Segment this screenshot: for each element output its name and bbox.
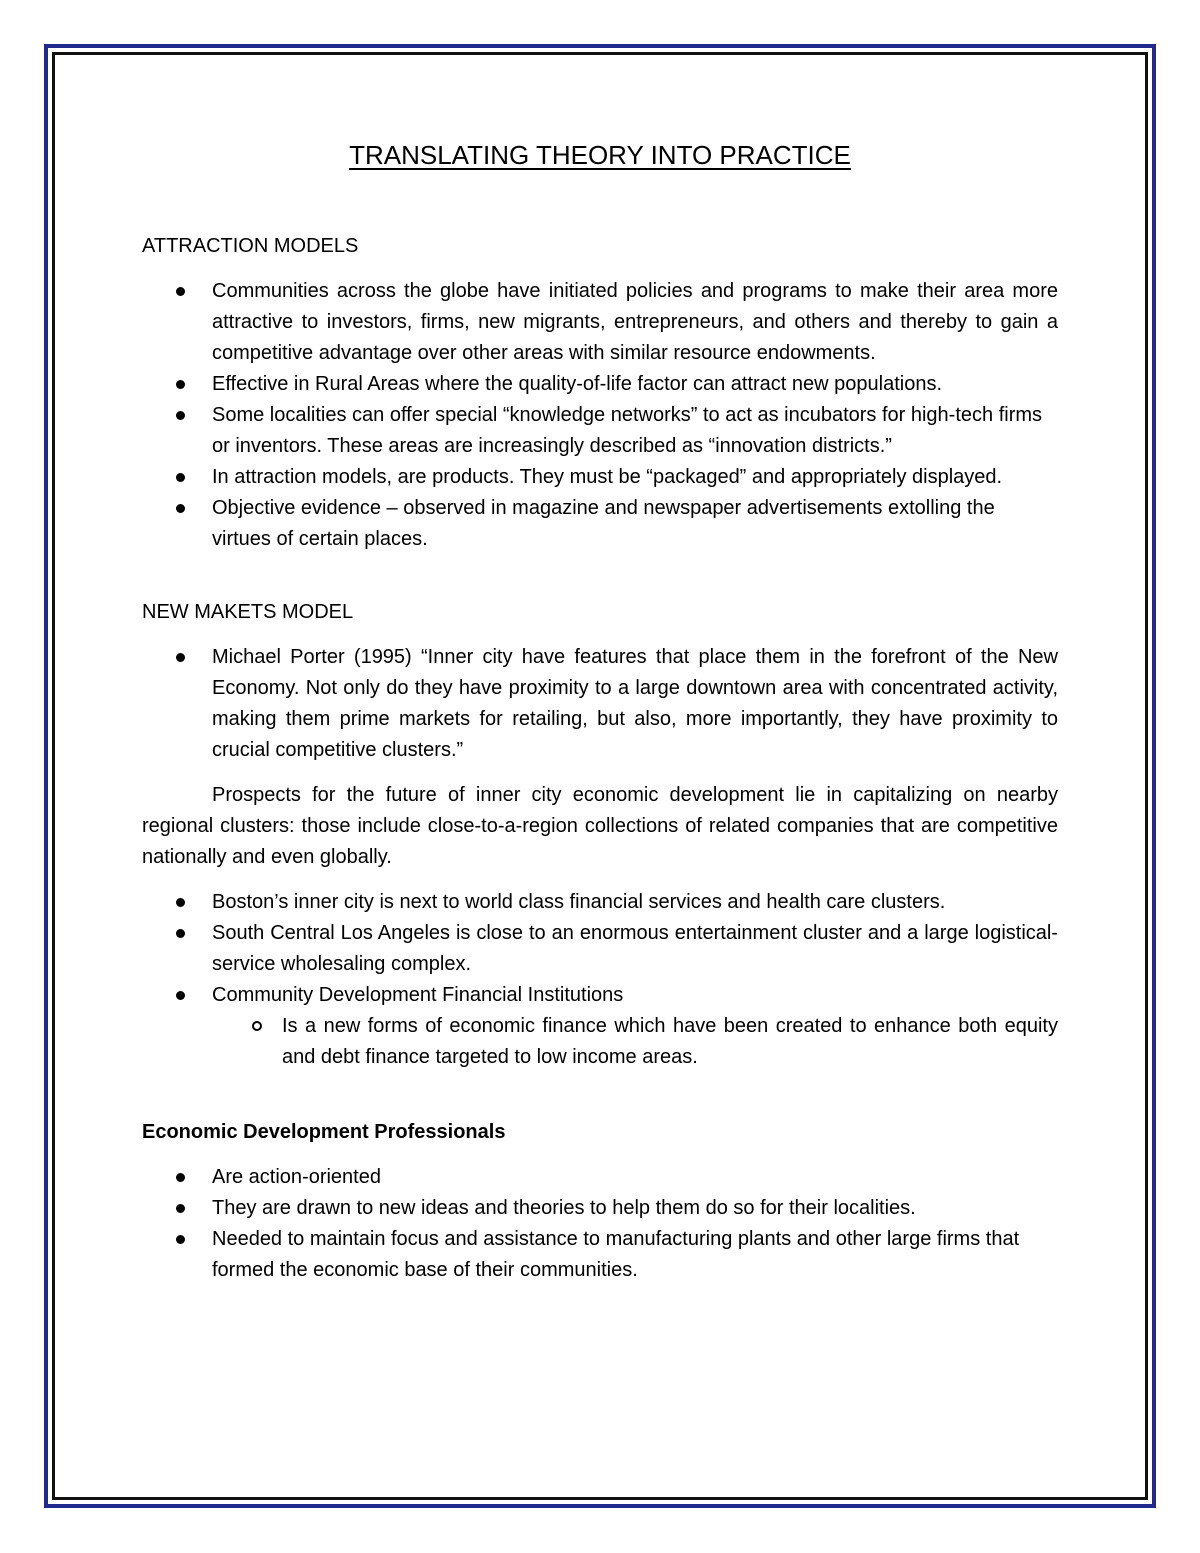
list-item-text: Some localities can offer special “knowledge networks” to act as incubators for high-tech firms or inventors. These areas are increasingly described as “innovation districts.” (212, 404, 1043, 457)
bullet-icon (176, 504, 185, 513)
bullet-icon (176, 411, 185, 420)
list-item-text: Michael Porter (1995) “Inner city have features that place them in the forefront of the New Economy. Not only do they have proximity to a large downtown area with concentrated activity, making them prime markets for retailing, but also, more importantly, they have proximity to crucial competitive clusters.” (212, 646, 1058, 761)
list-item (142, 493, 1058, 555)
sub-list-item-text: Is a new forms of economic finance which have been created to enhance both equity and debt finance targeted to low income areas. (282, 1015, 1058, 1068)
bullet-icon (176, 1204, 185, 1213)
list-item (142, 642, 1058, 766)
hollow-bullet-icon (252, 1021, 262, 1031)
list-item (142, 1162, 1058, 1193)
list-item-text: They are drawn to new ideas and theories to help them do so for their localities. (212, 1197, 916, 1219)
document-body (142, 140, 1058, 1286)
section-new-markets-model (142, 601, 1058, 1073)
list-item-text: Communities across the globe have initiated policies and programs to make their area more attractive to investors, firms, new migrants, entrepreneurs, and others and thereby to gain a competitive advantage over other areas with similar resource endowments. (212, 280, 1058, 364)
list-item (142, 462, 1058, 493)
list-item-text: Are action-oriented (212, 1166, 381, 1188)
list-item (142, 1193, 1058, 1224)
bullet-icon (176, 653, 185, 662)
bullet-icon (176, 287, 185, 296)
list-item (142, 980, 1058, 1073)
bullet-icon (176, 898, 185, 907)
list-item-text: In attraction models, are products. They must be “packaged” and appropriately displayed. (212, 466, 1003, 488)
bullet-icon (176, 1173, 185, 1182)
bullet-list (142, 276, 1058, 555)
list-item (142, 400, 1058, 462)
list-item (142, 918, 1058, 980)
section-heading: Economic Development Professionals (142, 1121, 506, 1143)
list-item-text: Needed to maintain focus and assistance to manufacturing plants and other large firms that formed the economic base of their communities. (212, 1228, 1020, 1281)
bullet-icon (176, 929, 185, 938)
section-economic-development-professionals (142, 1121, 1058, 1286)
list-item (142, 369, 1058, 400)
bullet-list (142, 887, 1058, 1073)
list-item-text: Effective in Rural Areas where the quality-of-life factor can attract new populations. (212, 373, 943, 395)
bullet-list (142, 642, 1058, 766)
bullet-icon (176, 991, 185, 1000)
section-heading: ATTRACTION MODELS (142, 235, 359, 257)
list-item-text: Objective evidence – observed in magazine and newspaper advertisements extolling the virtues of certain places. (212, 497, 995, 550)
bullet-icon (176, 380, 185, 389)
section-attraction-models (142, 235, 1058, 555)
list-item (142, 1224, 1058, 1286)
list-item-text: Boston’s inner city is next to world class financial services and health care clusters. (212, 891, 946, 913)
page-title: TRANSLATING THEORY INTO PRACTICE (349, 140, 851, 170)
list-item (142, 276, 1058, 369)
bullet-icon (176, 473, 185, 482)
body-paragraph: Prospects for the future of inner city economic development lie in capitalizing on nearby regional clusters: those include close-to-a-region collections of related companies that are competitive nationally and even globally. (142, 784, 1058, 868)
sub-bullet-list (212, 1011, 1058, 1073)
list-item (142, 887, 1058, 918)
list-item-text: Community Development Financial Institutions (212, 984, 624, 1006)
bullet-icon (176, 1235, 185, 1244)
list-item-text: South Central Los Angeles is close to an enormous entertainment cluster and a large logistical-service wholesaling complex. (212, 922, 1058, 975)
bullet-list (142, 1162, 1058, 1286)
sub-list-item (212, 1011, 1058, 1073)
section-heading: NEW MAKETS MODEL (142, 601, 354, 623)
